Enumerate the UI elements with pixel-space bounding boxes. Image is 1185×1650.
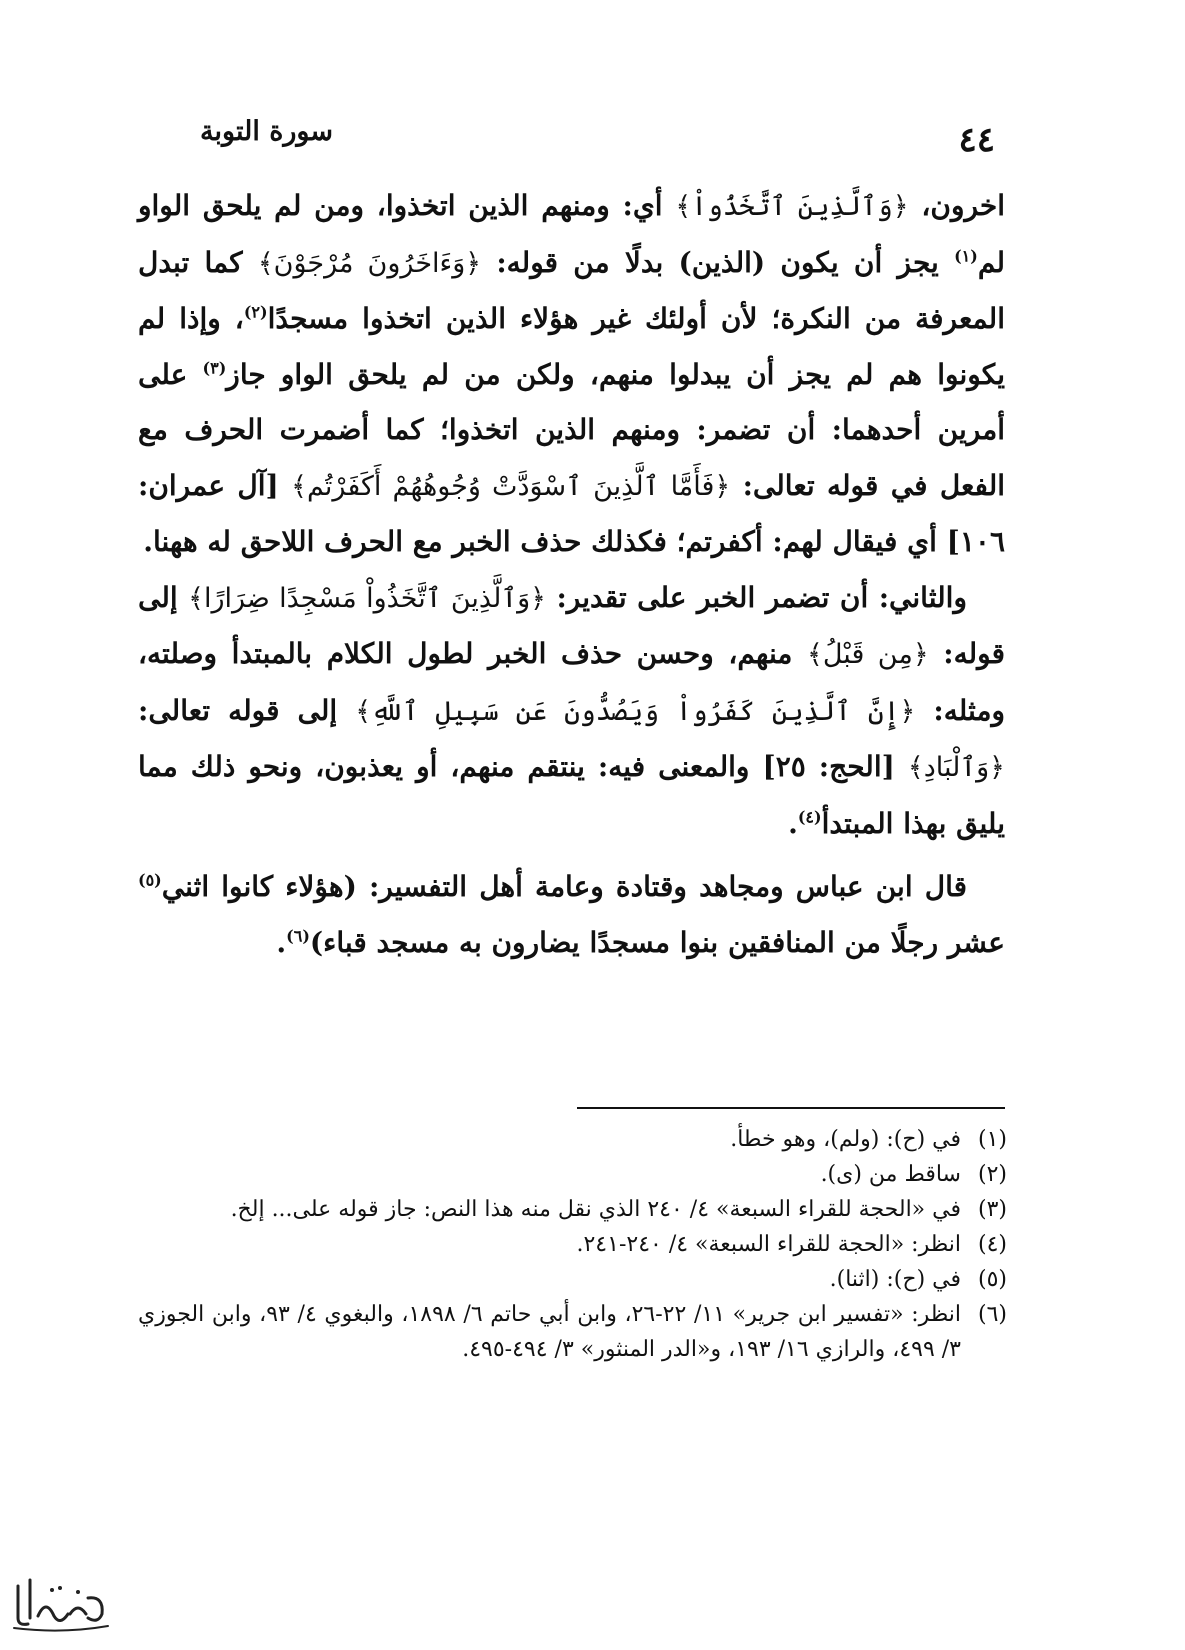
footnote-2 (138, 1157, 1007, 1192)
running-title: سورة التوبة (200, 116, 333, 147)
text-run: عشر رجلًا من المنافقين بنوا مسجدًا يضارون به مسجد قباء) (309, 925, 1005, 959)
page-number: ٤٤ (958, 120, 995, 160)
footnote-3 (138, 1192, 1007, 1227)
quran-quote: ﴿مِن قَبْلُ﴾ (807, 639, 929, 670)
quran-quote: ﴿وَءَاخَرُونَ مُرْجَوْنَ﴾ (257, 247, 482, 279)
paragraph-1 (138, 178, 1005, 570)
text-run: اخرون، (908, 189, 1005, 222)
footnote-number: (٣) (977, 1197, 1007, 1222)
footnote-number: (٤) (977, 1232, 1007, 1257)
footnote-number: (٦) (977, 1302, 1007, 1327)
text-run: كما تبدل المعرفة من النكرة؛ لأن أولئك غير هؤلاء الذين اتخذوا مسجدًا (138, 245, 1005, 335)
footnotes (138, 1122, 1007, 1367)
footnote-text: انظر: «الحجة للقراء السبعة» ٤/ ٢٤٠-٢٤١. (576, 1232, 961, 1257)
footnote-number: (٢) (977, 1162, 1007, 1187)
footnote-text: في «الحجة للقراء السبعة» ٤/ ٢٤٠ الذي نقل منه هذا النص: جاز قوله على... إلخ. (230, 1197, 961, 1222)
footnote-ref: (٦) (286, 926, 310, 946)
text-run: على أمرين أحدهما: أن تضمر: ومنهم الذين اتخذوا؛ كما أضمرت الحرف مع الفعل في قوله تعالى: (138, 357, 1006, 502)
text-run: إلى قوله: (138, 580, 1006, 670)
footnote-separator (577, 1107, 1005, 1109)
quran-quote: ﴿فَأَمَّا ٱلَّذِينَ ٱسْوَدَّتْ وُجُوهُهُمْ أَكَفَرْتُم﴾ (291, 470, 731, 502)
publisher-logo (8, 1568, 116, 1638)
text-run: يجز أن يكون (الذين) بدلًا من قوله: (481, 245, 955, 279)
text-run: [آل عمران: ١٠٦] أي فيقال لهم: أكفرتم؛ فكذلك حذف الخبر مع الحرف اللاحق له ههنا. (138, 468, 1005, 558)
footnote-5 (138, 1262, 1007, 1297)
footnote-ref: (١) (954, 246, 978, 266)
text-run: أي: ومنهم الذين اتخذوا، ومن لم يلحق الواو لم (138, 189, 1006, 279)
text-run: قال ابن عباس ومجاهد وقتادة وعامة أهل التفسير: (هؤلاء كانوا اثني (161, 870, 967, 903)
footnote-text: ساقط من (ى). (820, 1162, 961, 1187)
quran-quote: ﴿وَٱلْبَادِ﴾ (907, 752, 1005, 783)
text-run: ، وإذا لم يكونوا هم لم يجز أن يبدلوا منهم، ولكن من لم يلحق الواو جاز (138, 302, 1005, 391)
footnote-text: في (ح): (اثنا). (829, 1267, 961, 1292)
page-header (200, 112, 995, 162)
main-text (138, 178, 1005, 970)
footnote-ref: (٢) (243, 302, 268, 322)
quran-quote: ﴿وَٱلَّذِينَ ٱتَّخَذُواْ﴾ (675, 191, 909, 222)
footnote-number: (١) (977, 1127, 1007, 1152)
text-run: والثاني: أن تضمر الخبر على تقدير: (546, 580, 967, 614)
footnote-number: (٥) (977, 1267, 1007, 1292)
footnote-text: انظر: «تفسير ابن جرير» ١١/ ٢٢-٢٦، وابن أبي حاتم ٦/ ١٨٩٨، والبغوي ٤/ ٩٣، وابن الجوزي ٣/ ٤٩٩، والرازي ١٦/ ١٩٣، و«الدر المنثور» ٣/ ٤٩٤-٤٩٥. (138, 1302, 962, 1362)
footnote-ref: (٣) (202, 358, 227, 378)
text-run: . (276, 925, 287, 959)
footnote-text: في (ح): (ولم)، وهو خطأ. (730, 1127, 961, 1152)
footnote-ref: (٤) (797, 807, 822, 827)
footnote-ref: (٥) (138, 870, 162, 890)
footnote-6 (138, 1297, 1007, 1367)
text-run: إلى قوله تعالى: (138, 693, 356, 727)
text-run: [الحج: ٢٥] والمعنى فيه: ينتقم منهم، أو يعذبون، ونحو ذلك مما يليق بهذا المبتدأ (138, 750, 1005, 840)
footnote-4 (138, 1227, 1007, 1262)
paragraph-2 (138, 570, 1005, 852)
paragraph-3 (138, 859, 1005, 970)
text-run: . (788, 806, 798, 840)
footnote-1 (138, 1122, 1007, 1157)
text-run: منهم، وحسن حذف الخبر لطول الكلام بالمبتدأ وصلته، ومثله: (138, 637, 1005, 727)
quran-quote: ﴿إِنَّ ٱلَّذِينَ كَفَرُواْ وَيَصُدُّونَ عَن سَبِيلِ ٱللَّهِ﴾ (355, 695, 916, 727)
quran-quote: ﴿وَٱلَّذِينَ ٱتَّخَذُواْ مَسْجِدًا ضِرَارًا﴾ (188, 582, 546, 614)
